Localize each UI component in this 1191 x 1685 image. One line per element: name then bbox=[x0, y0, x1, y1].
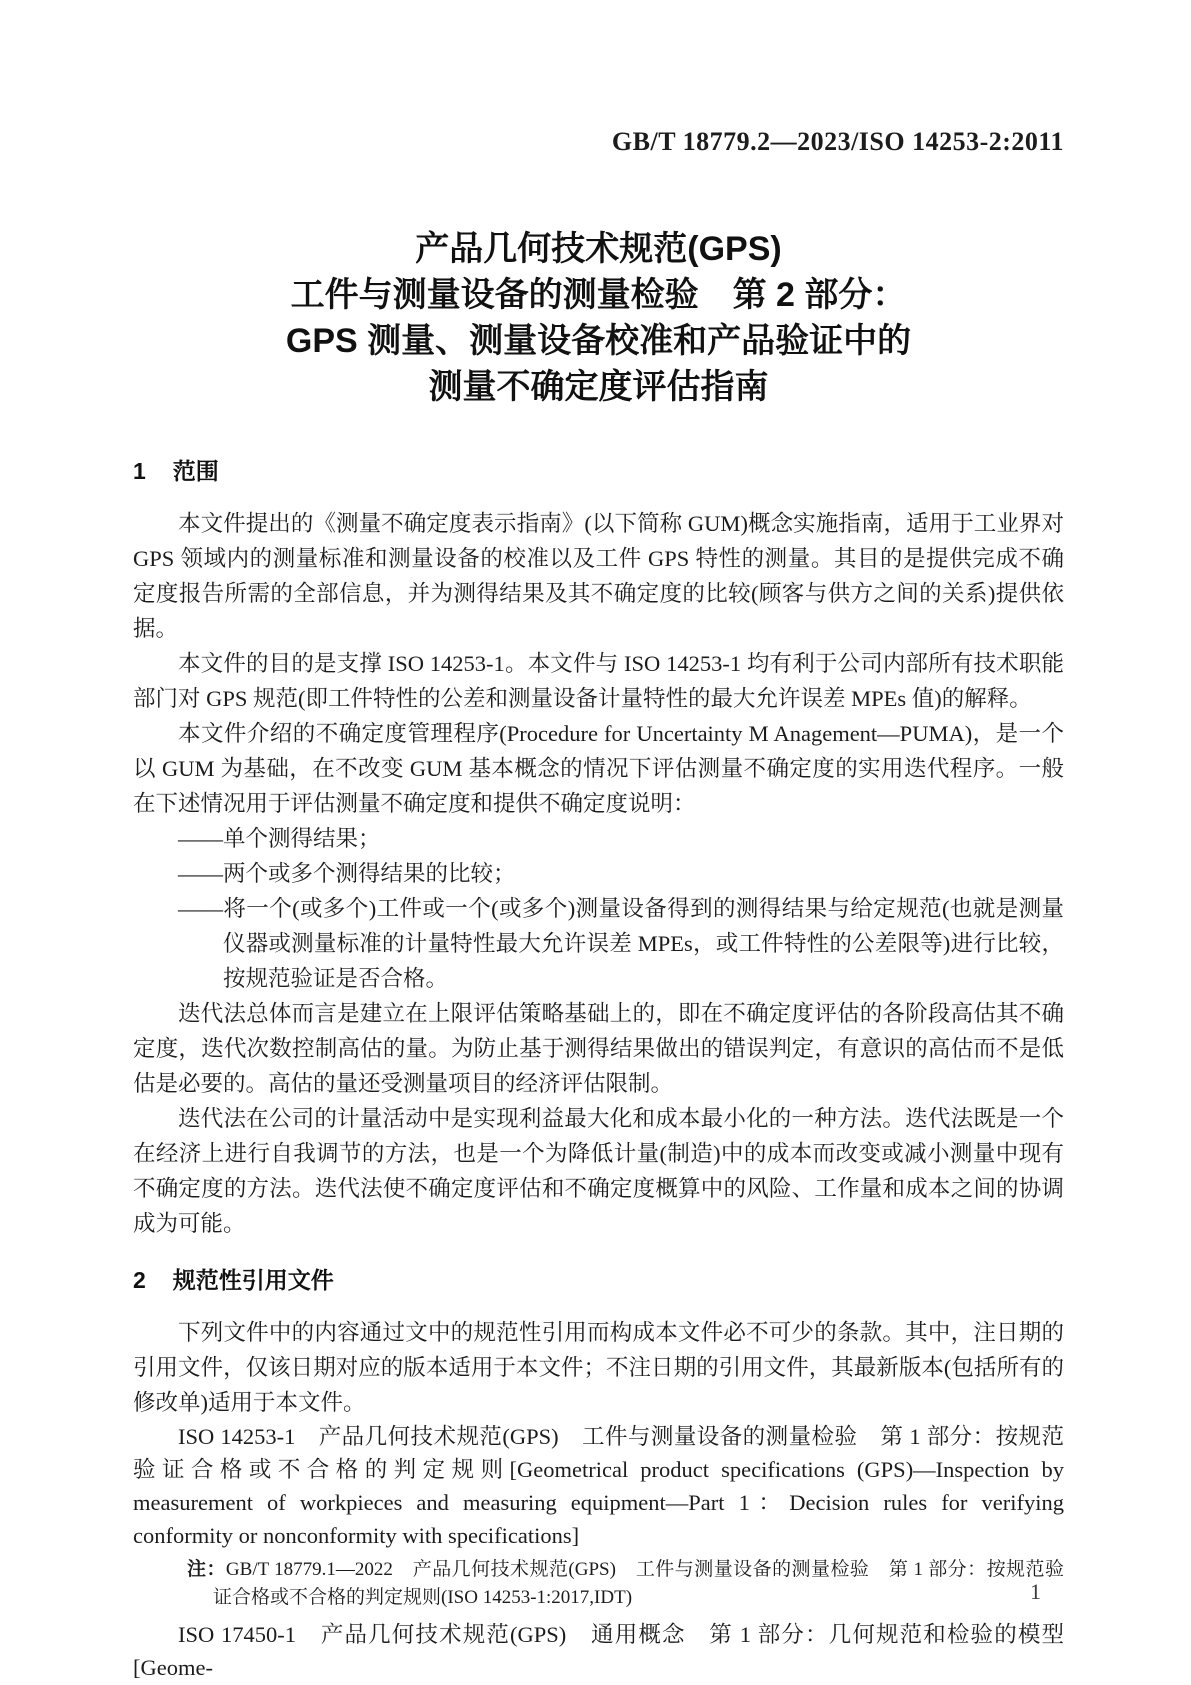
section-scope bbox=[133, 456, 1064, 1241]
section-number: 2 bbox=[133, 1267, 146, 1293]
reference-note bbox=[133, 1556, 1064, 1612]
scope-paragraph-1: 本文件提出的《测量不确定度表示指南》(以下简称 GUM)概念实施指南，适用于工业界对 GPS 领域内的测量标准和测量设备的校准以及工件 GPS 特性的测量。其目的是提供完成不确定度报告所需的全部信息，并为测得结果及其不确定度的比较(顾客与供方之间的关系)提供依据。 bbox=[133, 511, 1064, 641]
scope-paragraph-3: 本文件介绍的不确定度管理程序(Procedure for Uncertainty M Anagement—PUMA)，是一个以 GUM 为基础，在不改变 GUM 基本概念的情况下评估测量不确定度的实用迭代程序。一般在下述情况用于评估测量不确定度和提供不确定度说明： bbox=[133, 721, 1064, 816]
note-label: 注： bbox=[187, 1559, 226, 1580]
title-line-2: 工件与测量设备的测量检验 第 2 部分： bbox=[290, 276, 907, 314]
title-line-3: GPS 测量、测量设备校准和产品验证中的 bbox=[285, 322, 912, 360]
list-item-1: ——单个测得结果； bbox=[178, 826, 381, 851]
reference-iso-17450-1: ISO 17450-1 产品几何技术规范(GPS) 通用概念 第 1 部分：几何规范和检验的模型[Geome- bbox=[133, 1622, 1064, 1680]
note-text: GB/T 18779.1—2022 产品几何技术规范(GPS) 工件与测量设备的测量检验 第 1 部分：按规范验证合格或不合格的判定规则(ISO 14253-1:2017,IDT) bbox=[213, 1559, 1064, 1608]
list-item-3: ——将一个(或多个)工件或一个(或多个)测量设备得到的测得结果与给定规范(也就是测量仪器或测量标准的计量特性最大允许误差 MPEs，或工件特性的公差限等)进行比较，按规范验证是否合格。 bbox=[178, 896, 1064, 991]
section-number: 1 bbox=[133, 458, 146, 484]
references-intro: 下列文件中的内容通过文中的规范性引用而构成本文件必不可少的条款。其中，注日期的引用文件，仅该日期对应的版本适用于本文件；不注日期的引用文件，其最新版本(包括所有的修改单)适用于本文件。 bbox=[133, 1320, 1064, 1415]
section-title: 规范性引用文件 bbox=[172, 1267, 334, 1293]
section-heading-scope bbox=[133, 456, 1064, 486]
scope-paragraph-5: 迭代法在公司的计量活动中是实现利益最大化和成本最小化的一种方法。迭代法既是一个在经济上进行自我调节的方法，也是一个为降低计量(制造)中的成本而改变或减小测量中现有不确定度的方法。迭代法使不确定度评估和不确定度概算中的风险、工作量和成本之间的协调成为可能。 bbox=[133, 1106, 1064, 1236]
scope-paragraph-2: 本文件的目的是支撑 ISO 14253-1。本文件与 ISO 14253-1 均有利于公司内部所有技术职能部门对 GPS 规范(即工件特性的公差和测量设备计量特性的最大允许误差 MPEs 值)的解释。 bbox=[133, 651, 1064, 711]
page-number: 1 bbox=[1030, 1579, 1041, 1604]
reference-iso-14253-1: ISO 14253-1 产品几何技术规范(GPS) 工件与测量设备的测量检验 第 1 部分：按规范验证合格或不合格的判定规则[Geometrical product specifications (GPS)—Inspection by measurement of workpieces and measuring equipment—Part 1：Decision rules for verifying conformity or nonconformity with specifications] bbox=[133, 1424, 1064, 1548]
standard-code-header: GB/T 18779.2—2023/ISO 14253-2:2011 bbox=[611, 127, 1064, 156]
scope-paragraph-4: 迭代法总体而言是建立在上限评估策略基础上的，即在不确定度评估的各阶段高估其不确定度，迭代次数控制高估的量。为防止基于测得结果做出的错误判定，有意识的高估而不是低估是必要的。高估的量还受测量项目的经济评估限制。 bbox=[133, 1001, 1064, 1096]
list-item-2: ——两个或多个测得结果的比较； bbox=[178, 861, 516, 886]
title-line-1: 产品几何技术规范(GPS) bbox=[415, 230, 782, 268]
section-title: 范围 bbox=[172, 458, 219, 484]
document-title bbox=[133, 226, 1064, 410]
dash-list bbox=[133, 821, 1064, 996]
section-heading-references bbox=[133, 1265, 1064, 1295]
section-references bbox=[133, 1265, 1064, 1684]
title-line-4: 测量不确定度评估指南 bbox=[428, 368, 769, 406]
